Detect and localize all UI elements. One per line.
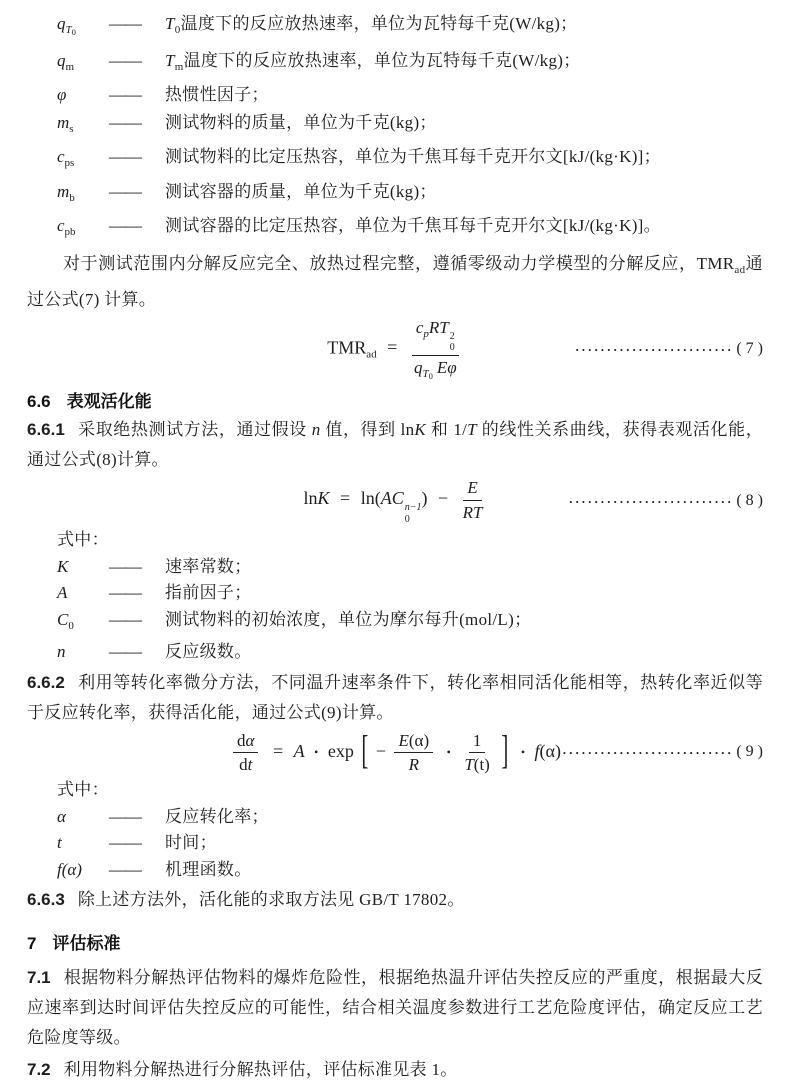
definition-dash: —— (109, 181, 141, 201)
symbol: $C_0$ (57, 609, 74, 632)
definition-dash: —— (109, 85, 141, 104)
symbol-row (27, 143, 763, 178)
fraction: $\frac{E}{RT}$ (462, 478, 483, 522)
symbol-description: 速率常数； (165, 556, 252, 576)
symbol-row (27, 554, 763, 581)
definition-dash: —— (109, 806, 141, 826)
clause-6-6-3: 6.6.3 除上述方法外，活化能的求取方法见 GB/T 17802。 (27, 890, 465, 910)
equation-8-body: lnK = ln(AC n−1 0 ) − $\frac{E}{RT}$ (303, 478, 483, 525)
definition-dash: —— (109, 50, 141, 70)
dotted-leader: ·························· (568, 494, 734, 510)
fraction: $\frac{E(\alpha)}{R}$ (394, 730, 433, 776)
definition-dash: —— (109, 216, 141, 235)
symbol-list-top (27, 10, 763, 247)
clause-6-6-2: 6.6.2 利用等转化率微分方法，不同温升速率条件下，转化率相同活化能相等，热转化率近似等于反应转化率，获得活化能，通过公式(9)计算。 (27, 672, 763, 722)
clause-label: 6.6.2 (27, 672, 65, 692)
symbol-row (27, 639, 763, 666)
equation-9-body: $\frac{d\alpha}{dt}$ = A • exp [ − $\frac{E(\alpha)}{R}$ • $\frac{1}{T(t)}$ ] • f(α) (229, 730, 561, 776)
symbol: $q_m$ (57, 50, 75, 73)
symbol-row (27, 47, 763, 82)
symbol-row (27, 857, 763, 884)
symbol: t (57, 833, 62, 853)
symbol: $m_s$ (57, 112, 74, 135)
symbol-description: 时间； (165, 833, 217, 853)
definition-dash: —— (109, 833, 141, 853)
clause-label: 7.2 (27, 1060, 51, 1080)
left-bracket: [ (361, 726, 369, 772)
clause-label: 6.6.1 (27, 420, 65, 440)
equation-9-reference (562, 743, 763, 761)
definition-dash: —— (109, 14, 141, 33)
symbol: $c_{ps}$ (57, 147, 75, 169)
heading-title: 表观活化能 (66, 392, 152, 412)
heading-number: 7 (27, 934, 37, 954)
symbol-list-8 (27, 554, 763, 666)
equation-7-reference (575, 340, 763, 358)
symbol-description: 测试物料的质量，单位为千克(kg)； (165, 112, 437, 132)
symbol-row (27, 830, 763, 857)
symbol: α (57, 806, 66, 826)
equation-number: ( 8 ) (736, 492, 763, 510)
equation-number: ( 7 ) (736, 339, 763, 357)
symbol-description: 反应转化率； (165, 806, 269, 826)
symbol: $q_{T0}$ (57, 14, 76, 37)
symbol-description: $T_m$温度下的反应放热速率，单位为瓦特每千克(W/kg)； (165, 50, 581, 73)
clause-label: 7.1 (27, 968, 51, 988)
symbol-row (27, 178, 763, 213)
symbol-description: 测试物料的比定压热容，单位为千焦耳每千克开尔文[kJ/(kg·K)]； (165, 147, 661, 166)
equation-7-body: $TMR_{ad}$ = $c_pRT$ 2 0 $q_{T0}$ Eφ (327, 317, 462, 382)
heading-number: 6.6 (27, 392, 51, 412)
definition-dash: —— (109, 609, 141, 629)
where-label-9: 式中： (57, 780, 109, 800)
equation-number: ( 9 ) (736, 743, 763, 761)
intro-paragraph: 对于测试范围内分解反应完全、放热过程完整，遵循零级动力学模型的分解反应，$TMR_{ad}$通过公式(7) 计算。 (27, 253, 763, 309)
equation-7 (27, 317, 763, 382)
dotted-leader: ··························· (562, 745, 734, 761)
multiplication-dot: • (520, 744, 526, 759)
symbol-description: 机理函数。 (165, 859, 252, 879)
symbol-list-9 (27, 804, 763, 884)
clause-label: 6.6.3 (27, 890, 65, 910)
symbol: n (57, 642, 66, 662)
fraction: $\frac{d\alpha}{dt}$ (233, 730, 258, 776)
symbol: A (57, 583, 68, 603)
where-label-8: 式中： (57, 530, 109, 550)
symbol-description: 测试物料的初始浓度，单位为摩尔每升(mol/L)； (165, 609, 532, 629)
multiplication-dot: • (446, 744, 451, 759)
symbol-row (27, 580, 763, 607)
symbol-description: 反应级数。 (165, 642, 252, 662)
definition-dash: —— (109, 642, 141, 662)
equation-9 (27, 726, 763, 776)
symbol-description: $T_0$温度下的反应放热速率，单位为瓦特每千克(W/kg)； (165, 14, 578, 36)
definition-dash: —— (109, 112, 141, 132)
multiplication-dot: • (314, 744, 319, 759)
right-bracket: ] (501, 726, 509, 772)
equation-8 (27, 477, 763, 525)
symbol-row (27, 804, 763, 831)
symbol: K (57, 556, 69, 576)
definition-dash: —— (109, 583, 141, 603)
clause-6-6-1: 6.6.1 采取绝热测试方法，通过假设 n 值，得到 lnK 和 1/T 的线性关系曲线，获得表观活化能，通过公式(8)计算。 (27, 420, 763, 470)
symbol-row (27, 81, 763, 109)
symbol: f(α) (57, 859, 82, 879)
symbol-row (27, 607, 763, 640)
clause-7-2: 7.2 利用物料分解热进行分解热评估，评估标准见表 1。 (27, 1060, 458, 1080)
symbol-description: 指前因子； (165, 583, 252, 603)
symbol-row (27, 212, 763, 247)
definition-dash: —— (109, 556, 141, 576)
equation-8-reference (569, 492, 763, 510)
section-6-6-heading (27, 391, 763, 413)
symbol-row (27, 10, 763, 47)
symbol-description: 热惯性因子； (165, 85, 269, 104)
symbol-description: 测试容器的质量，单位为千克(kg)； (165, 181, 437, 201)
section-7-heading (27, 933, 763, 955)
heading-title: 评估标准 (52, 934, 121, 954)
fraction: $\frac{1}{T(t)}$ (464, 730, 490, 774)
symbol-description: 测试容器的比定压热容，单位为千焦耳每千克开尔文[kJ/(kg·K)]。 (165, 216, 661, 235)
dotted-leader: ························· (574, 341, 734, 357)
symbol-row (27, 109, 763, 144)
fraction: $c_pRT$ 2 0 $q_{T0}$ Eφ (412, 317, 459, 382)
symbol: $c_{pb}$ (57, 216, 76, 238)
definition-dash: —— (109, 147, 141, 166)
definition-dash: —— (109, 859, 141, 879)
tmr-symbol: TMR (696, 253, 735, 273)
symbol: φ (57, 85, 67, 104)
symbol: $m_b$ (57, 181, 75, 204)
clause-7-1: 7.1 根据物料分解热评估物料的爆炸危险性，根据绝热温升评估失控反应的严重度，根据最大反应速率到达时间评估失控反应的可能性，结合相关温度参数进行工艺危险度评估，确定反应工艺危险度等级。 (27, 968, 763, 1048)
